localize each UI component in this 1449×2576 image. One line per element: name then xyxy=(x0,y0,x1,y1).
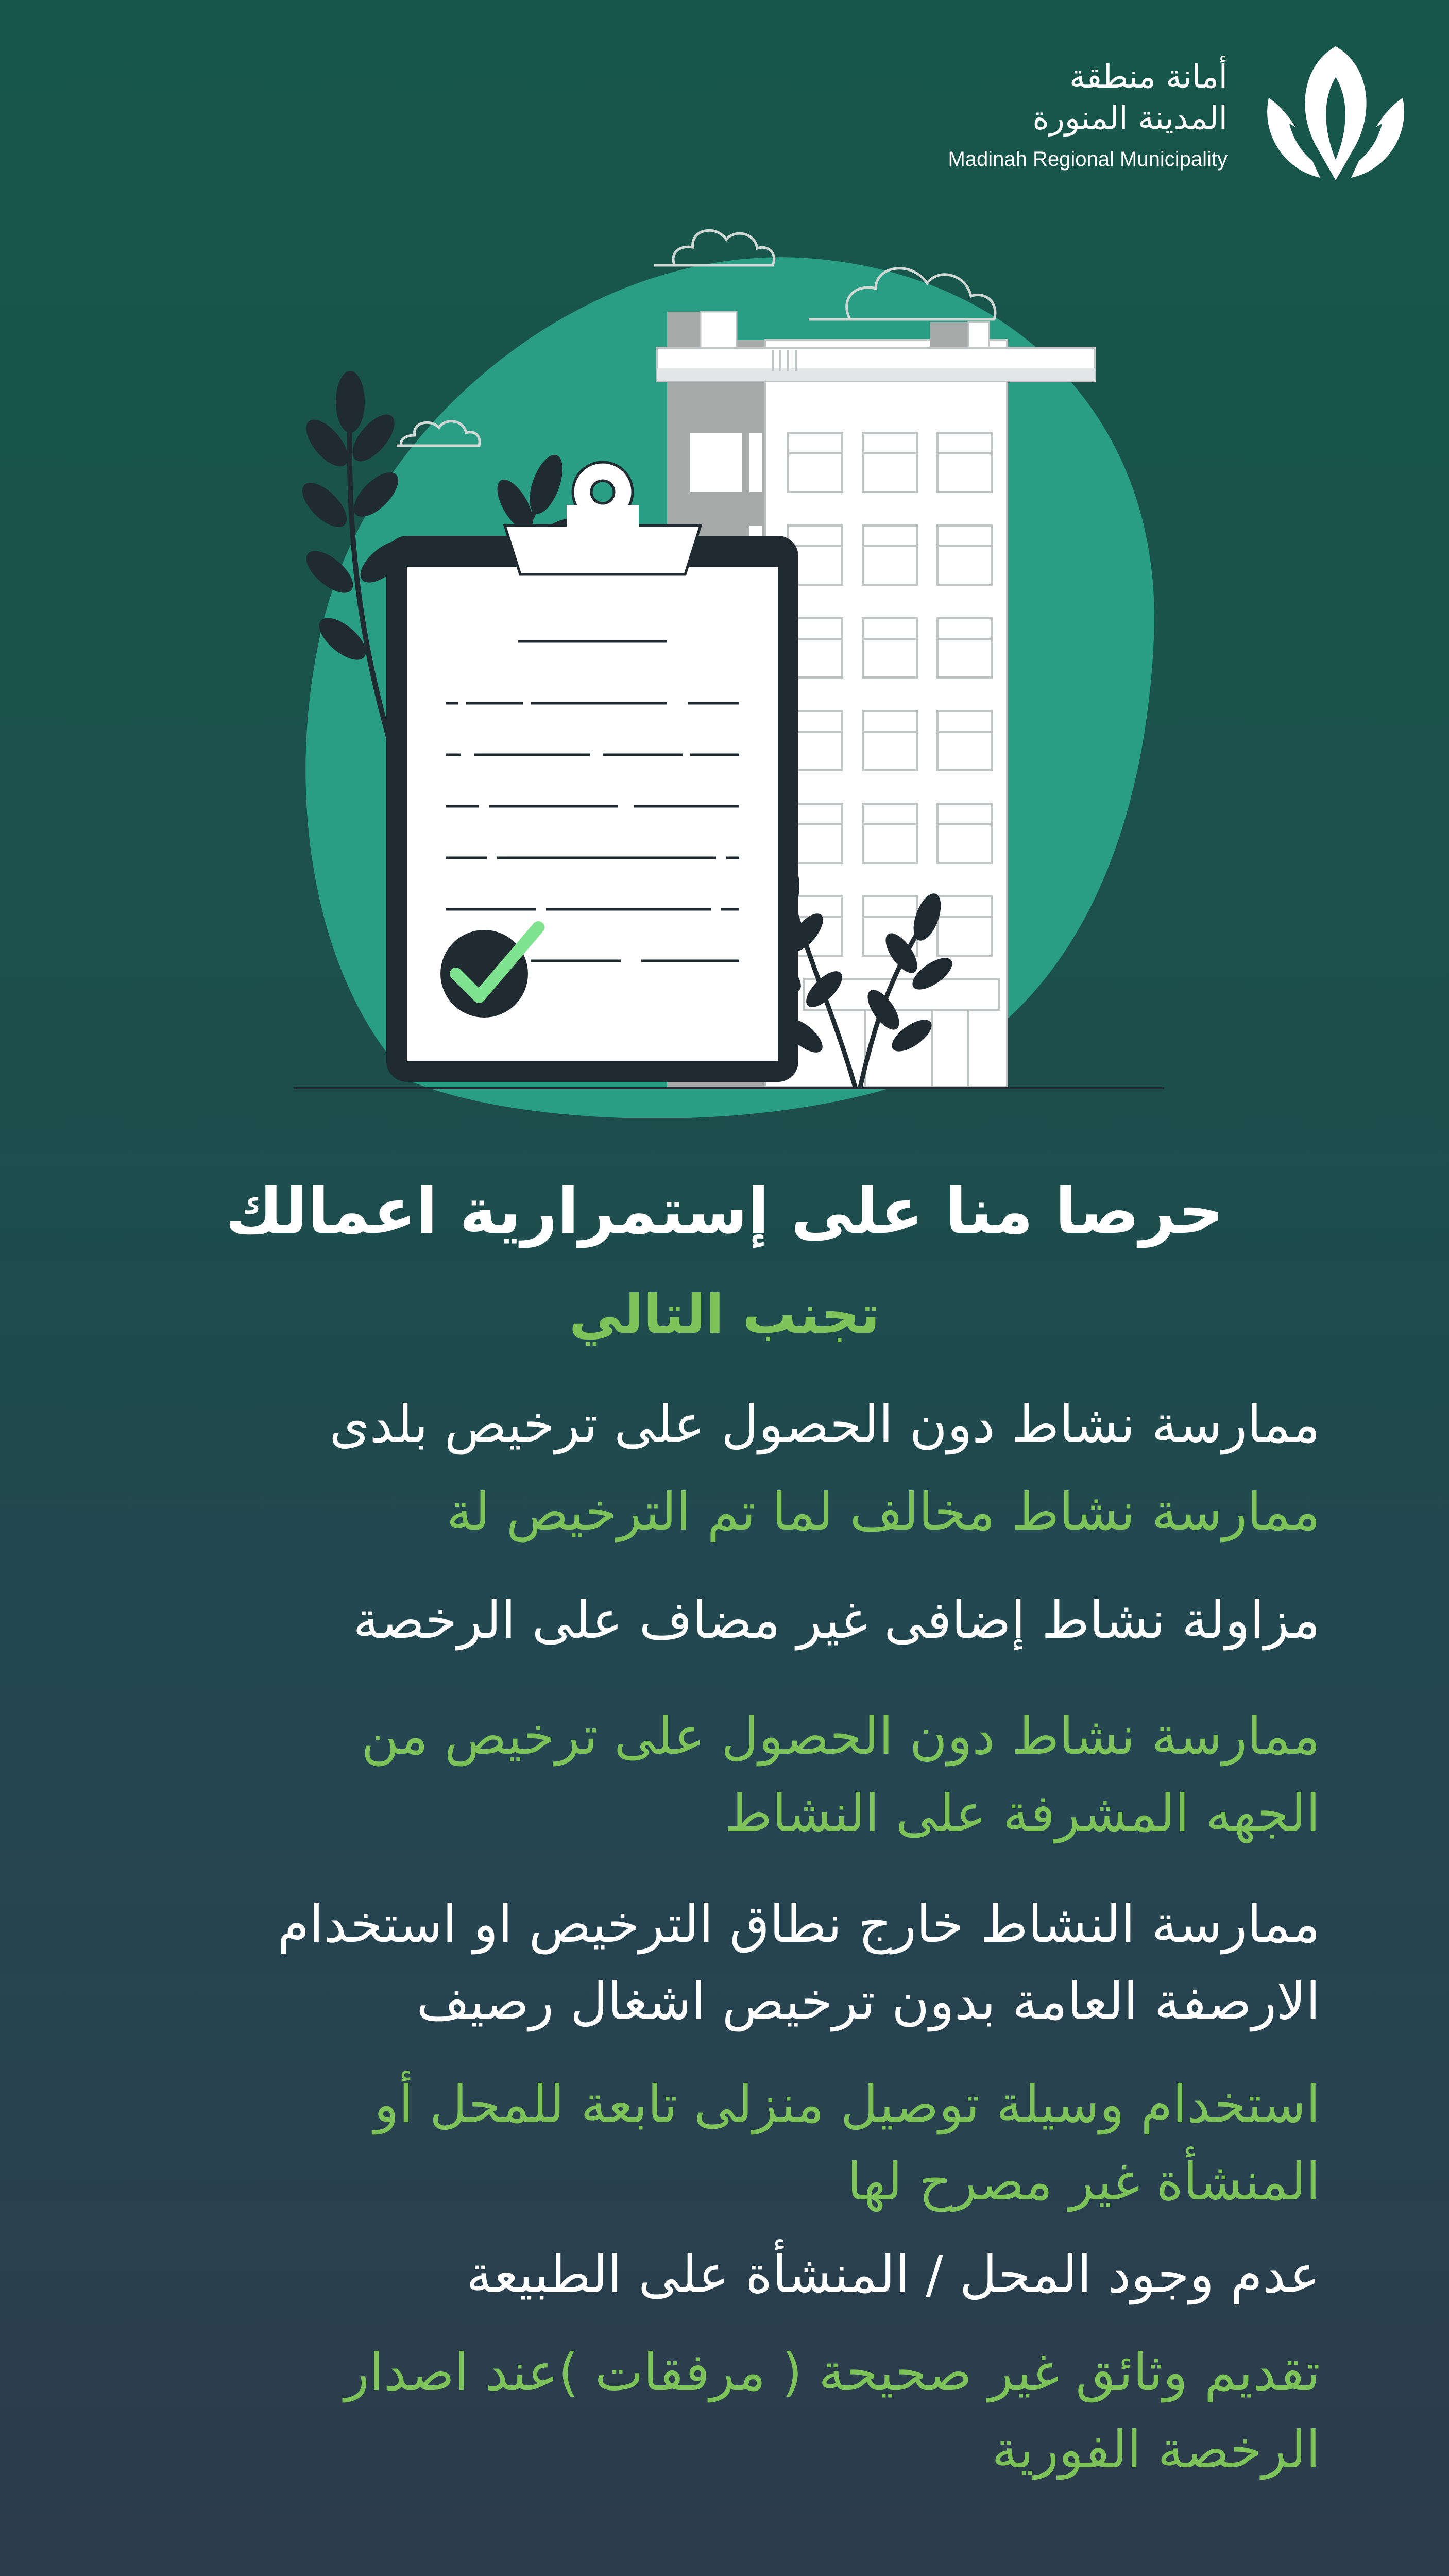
list-item xyxy=(110,2334,1320,2488)
logo-english: Madinah Regional Municipality xyxy=(948,147,1228,171)
list-item-line: استخدام وسيلة توصيل منزلى تابعة للمحل أو xyxy=(374,2074,1320,2134)
header-logo xyxy=(948,41,1413,185)
list-item xyxy=(110,2236,1320,2313)
list-item-line: الجهه المشرفة على النشاط xyxy=(724,1783,1320,1843)
list-item-line: عدم وجود المحل / المنشأة على الطبيعة xyxy=(466,2244,1320,2304)
municipality-logo-icon xyxy=(1258,41,1413,185)
list-item xyxy=(110,1886,1320,2040)
logo-text xyxy=(948,56,1228,171)
list-item-line: الرخصة الفورية xyxy=(992,2419,1320,2480)
list-item-line: تقديم وثائق غير صحيحة ( مرفقات )عند اصدار xyxy=(344,2342,1320,2402)
list-item xyxy=(110,2066,1320,2221)
list-item-line: ممارسة النشاط خارج نطاق الترخيص او استخدام xyxy=(277,1894,1320,1954)
list-item-line: ممارسة نشاط دون الحصول على ترخيص من xyxy=(361,1706,1320,1766)
list-item-line: ممارسة نشاط مخالف لما تم الترخيص لة xyxy=(446,1482,1320,1542)
logo-arabic-line2: المدينة المنورة xyxy=(1032,98,1228,137)
list-item xyxy=(110,1473,1320,1551)
logo-arabic-line1: أمانة منطقة xyxy=(1069,57,1228,95)
headline: حرصا منا على إستمرارية اعمالك xyxy=(225,1175,1224,1248)
list-item xyxy=(110,1582,1320,1659)
clipboard-icon xyxy=(386,462,798,1082)
list-item xyxy=(110,1698,1320,1852)
list-item xyxy=(110,1386,1320,1463)
list-item-line: المنشأة غير مصرح لها xyxy=(847,2151,1320,2212)
subheadline: تجنب التالي xyxy=(569,1283,880,1346)
clipboard-checklist-building-illustration xyxy=(258,216,1185,1118)
list-item-line: مزاولة نشاط إضافى غير مضاف على الرخصة xyxy=(353,1590,1320,1650)
list-item-line: ممارسة نشاط دون الحصول على ترخيص بلدى xyxy=(329,1394,1320,1454)
list-item-line: الارصفة العامة بدون ترخيص اشغال رصيف xyxy=(416,1971,1320,2031)
